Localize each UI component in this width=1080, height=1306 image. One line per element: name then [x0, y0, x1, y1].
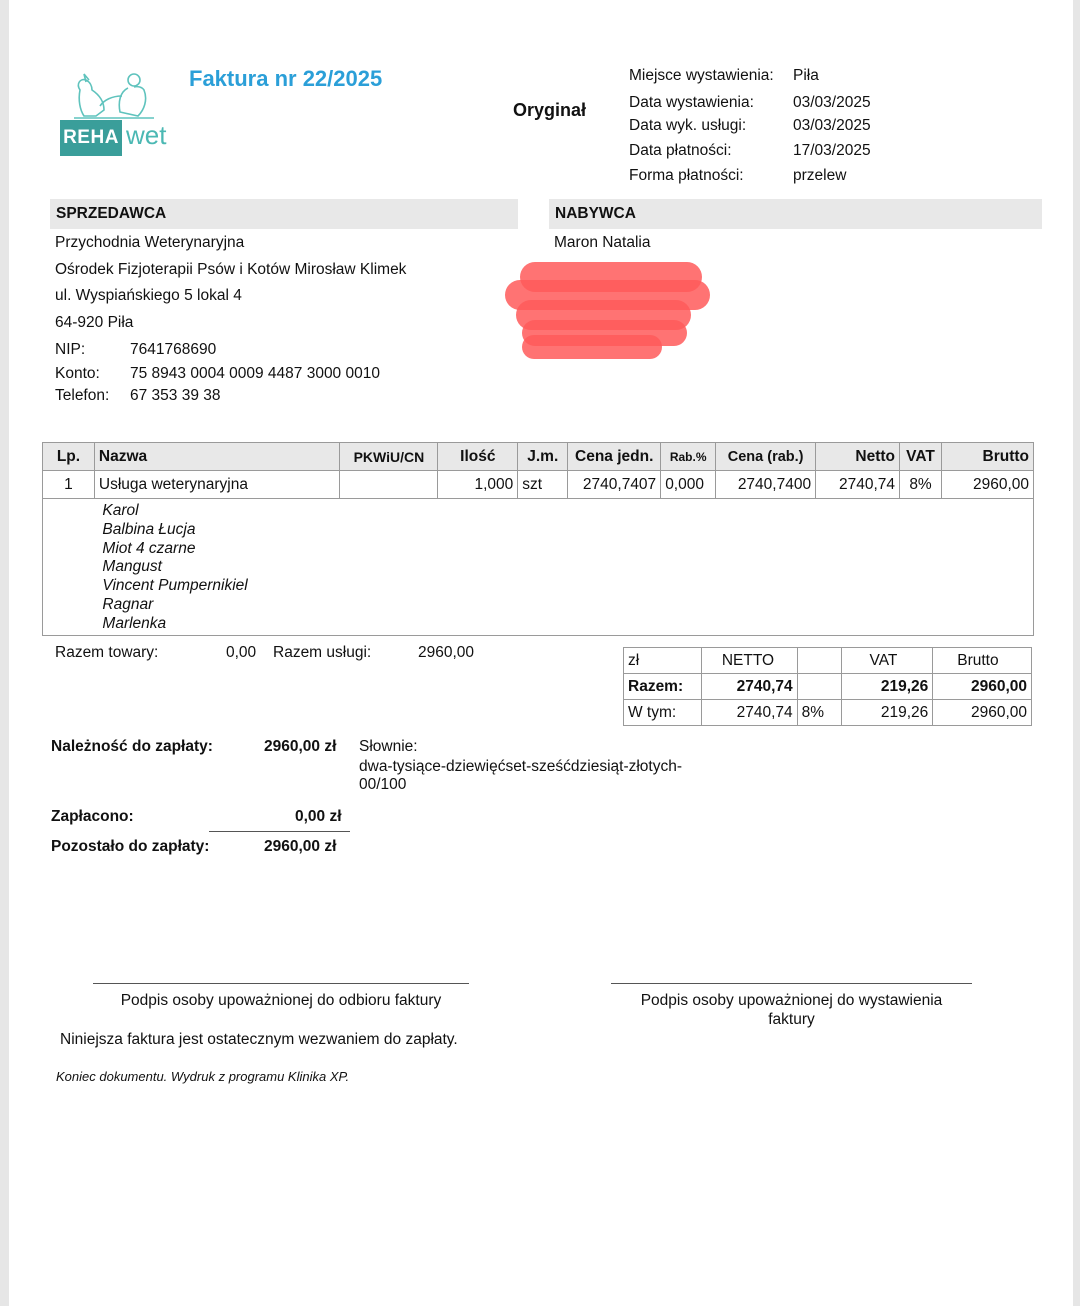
remaining-label: Pozostało do zapłaty: — [51, 838, 210, 855]
patients-row — [43, 499, 1034, 636]
logo-reha-badge: REHA — [60, 120, 122, 156]
col-unit: J.m. — [518, 443, 568, 471]
buyer-name: Maron Natalia — [554, 234, 651, 251]
page-frame-left — [0, 0, 9, 1306]
row-qty: 1,000 — [438, 471, 518, 499]
meta-value-place: Piła — [793, 67, 819, 84]
summary-total-vat: 219,26 — [841, 674, 933, 700]
summary-total-net: 2740,74 — [701, 674, 797, 700]
col-pkwiu: PKWiU/CN — [340, 443, 438, 471]
list-item: Balbina Łucja — [102, 520, 196, 538]
row-vat: 8% — [900, 471, 942, 499]
row-gross: 2960,00 — [942, 471, 1034, 499]
table-row — [43, 471, 1034, 499]
col-gross: Brutto — [942, 443, 1034, 471]
summary-net-head: NETTO — [701, 648, 797, 674]
document-footer: Koniec dokumentu. Wydruk z programu Klinika XP. — [56, 1069, 350, 1084]
col-qty: Ilość — [438, 443, 518, 471]
row-lp: 1 — [43, 471, 95, 499]
row-name: Usługa weterynaryjna — [94, 471, 340, 499]
items-table — [42, 442, 1034, 636]
summary-total-row — [624, 674, 1032, 700]
seller-nip-label: NIP: — [55, 341, 86, 358]
meta-value-payment-date: 17/03/2025 — [793, 142, 871, 159]
meta-value-issue-date: 03/03/2025 — [793, 94, 871, 111]
seller-nip: 7641768690 — [130, 341, 217, 358]
row-price: 2740,7407 — [568, 471, 661, 499]
meta-label-payment-date: Data płatności: — [629, 142, 732, 159]
meta-label-payment-method: Forma płatności: — [629, 167, 744, 184]
col-lp: Lp. — [43, 443, 95, 471]
amount-due: 2960,00 zł — [264, 738, 337, 755]
services-total-label: Razem usługi: — [273, 644, 372, 661]
amount-words-line1: dwa-tysiące-dziewięćset-sześćdziesiąt-złotych- — [359, 758, 683, 775]
row-pkwiu — [340, 471, 438, 499]
buyer-heading: NABYWCA — [549, 199, 1042, 229]
amount-words-line2: 00/100 — [359, 776, 407, 793]
summary-of-which-net: 2740,74 — [701, 700, 797, 726]
col-name: Nazwa — [94, 443, 340, 471]
list-item: Ragnar — [102, 595, 154, 613]
vet-dog-illustration — [74, 70, 164, 122]
seller-heading: SPRZEDAWCA — [50, 199, 518, 229]
seller-name: Przychodnia Weterynaryjna — [55, 234, 245, 251]
list-item: Vincent Pumpernikiel — [102, 577, 248, 595]
summary-of-which-rate: 8% — [797, 700, 841, 726]
col-vat: VAT — [900, 443, 942, 471]
issuer-signature-caption: Podpis osoby upoważnionej do wystawienia — [640, 992, 943, 1009]
seller-street: ul. Wyspiańskiego 5 lokal 4 — [55, 287, 242, 304]
row-price-disc: 2740,7400 — [716, 471, 816, 499]
paid-divider — [209, 831, 350, 832]
amount-words-label: Słownie: — [359, 738, 418, 755]
services-total: 2960,00 — [418, 644, 475, 661]
remaining-amount: 2960,00 zł — [264, 838, 337, 855]
summary-total-rate — [797, 674, 841, 700]
items-header-row — [43, 443, 1034, 471]
paid-label: Zapłacono: — [51, 808, 134, 825]
seller-phone-label: Telefon: — [55, 387, 110, 404]
page-frame-right — [1073, 0, 1080, 1306]
summary-header-row — [624, 648, 1032, 674]
final-notice: Niniejsza faktura jest ostatecznym wezwaniem do zapłaty. — [60, 1031, 458, 1048]
summary-total-label: Razem: — [624, 674, 702, 700]
invoice-title: Faktura nr 22/2025 — [189, 66, 383, 91]
copy-type: Oryginał — [513, 100, 587, 120]
col-price: Cena jedn. — [568, 443, 661, 471]
summary-gross-head: Brutto — [933, 648, 1032, 674]
list-item: Karol — [102, 502, 139, 519]
meta-label-place: Miejsce wystawienia: — [629, 67, 774, 84]
meta-value-service-date: 03/03/2025 — [793, 117, 871, 134]
row-net: 2740,74 — [816, 471, 900, 499]
meta-label-service-date: Data wyk. usługi: — [629, 117, 747, 134]
seller-city: 64-920 Piła — [55, 314, 134, 331]
meta-value-payment-method: przelew — [793, 167, 847, 184]
seller-account-label: Konto: — [55, 365, 100, 382]
col-price-disc: Cena (rab.) — [716, 443, 816, 471]
summary-of-which-vat: 219,26 — [841, 700, 933, 726]
list-item: Marlenka — [102, 614, 167, 632]
summary-of-which-gross: 2960,00 — [933, 700, 1032, 726]
seller-phone: 67 353 39 38 — [130, 387, 221, 404]
logo-wet-text: wet — [126, 120, 167, 150]
summary-rate-head — [797, 648, 841, 674]
amount-due-label: Należność do zapłaty: — [51, 738, 213, 755]
goods-total: 0,00 — [226, 644, 257, 661]
meta-label-issue-date: Data wystawienia: — [629, 94, 754, 111]
row-discount: 0,000 — [661, 471, 716, 499]
list-item: Miot 4 czarne — [102, 539, 196, 557]
col-net: Netto — [816, 443, 900, 471]
goods-total-label: Razem towary: — [55, 644, 159, 661]
company-logo — [60, 70, 180, 160]
seller-account: 75 8943 0004 0009 4487 3000 0010 — [130, 365, 380, 382]
summary-currency: zł — [624, 648, 702, 674]
issuer-signature-caption-2: faktury — [768, 1011, 815, 1028]
col-discount: Rab.% — [661, 443, 716, 471]
list-item: Mangust — [102, 558, 162, 576]
summary-total-gross: 2960,00 — [933, 674, 1032, 700]
summary-of-which-row — [624, 700, 1032, 726]
summary-of-which-label: W tym: — [624, 700, 702, 726]
patients-list — [94, 499, 1033, 636]
issuer-signature-line — [611, 983, 972, 984]
paid-amount: 0,00 zł — [295, 808, 342, 825]
summary-vat-head: VAT — [841, 648, 933, 674]
receiver-signature-caption: Podpis osoby upoważnionej do odbioru faktury — [120, 992, 442, 1009]
row-unit: szt — [518, 471, 568, 499]
seller-name-2: Ośrodek Fizjoterapii Psów i Kotów Mirosław Klimek — [55, 261, 407, 278]
receiver-signature-line — [93, 983, 469, 984]
vat-summary-table — [623, 647, 1032, 726]
